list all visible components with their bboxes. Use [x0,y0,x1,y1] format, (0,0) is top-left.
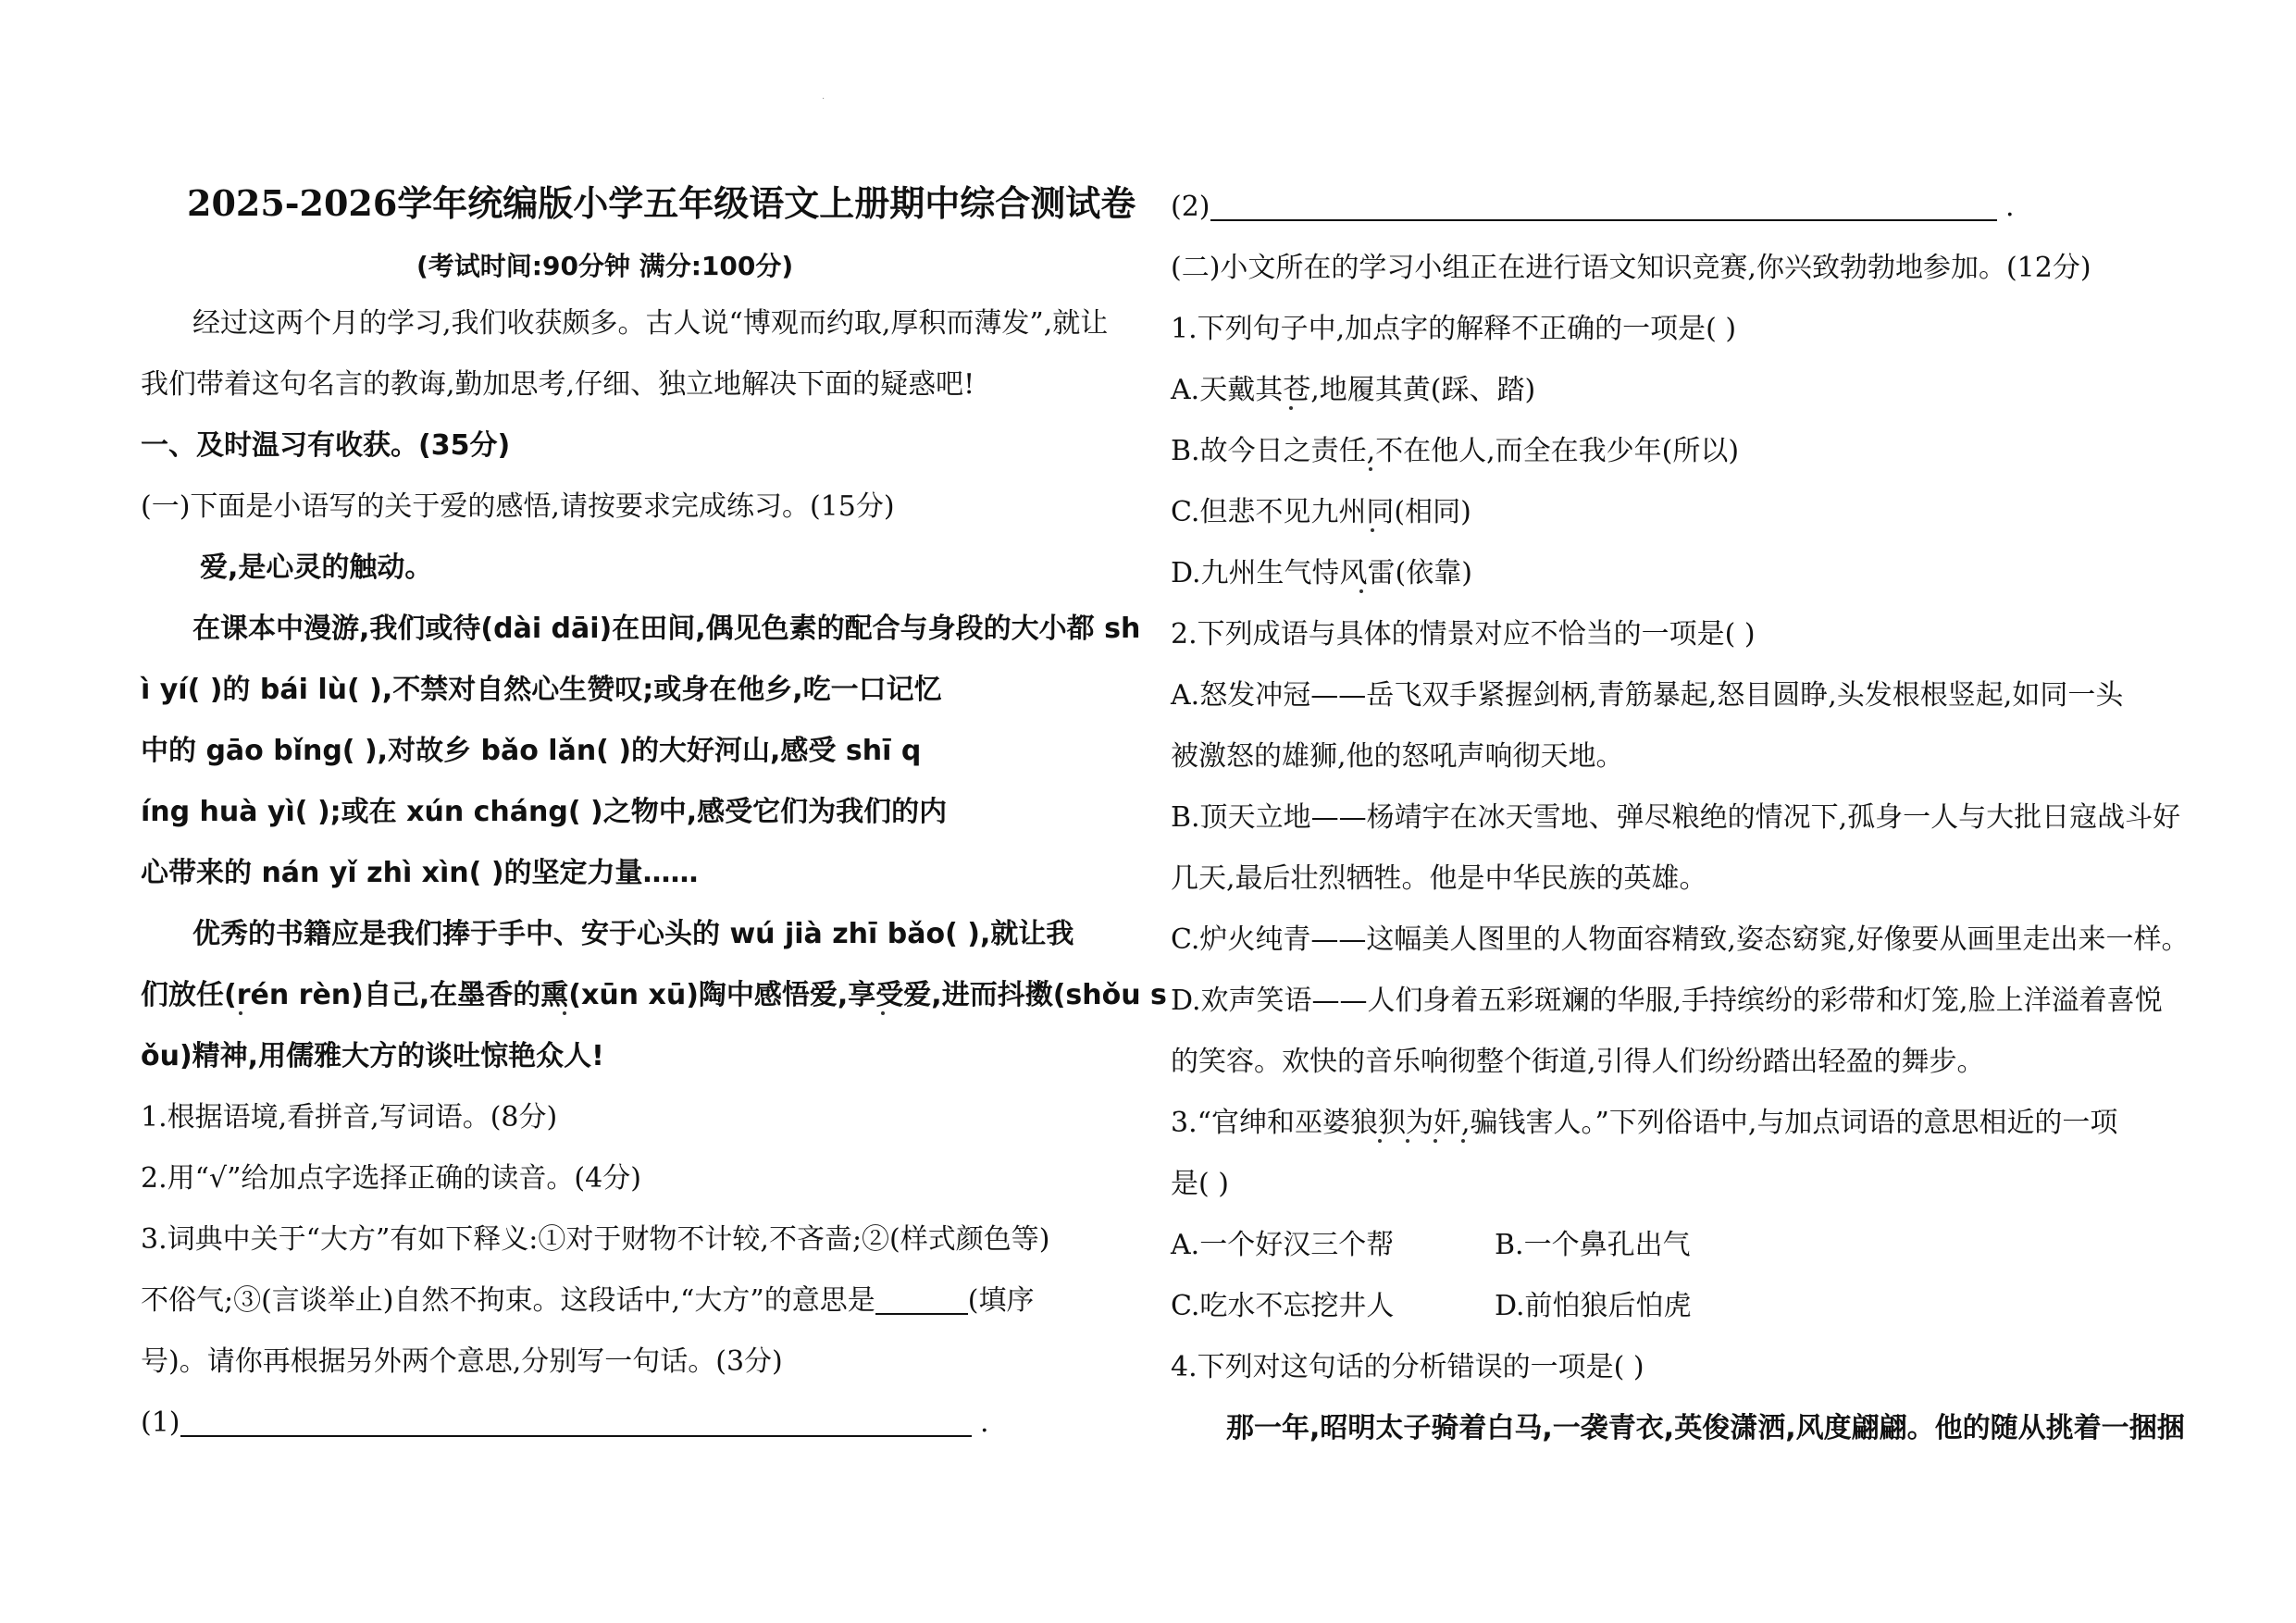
emphasis-dot [1433,1139,1437,1143]
question-3-text: (填序 [967,1284,1035,1317]
mc-option[interactable]: D.欢声笑语——人们身着五彩斑斓的华服,手持缤纷的彩带和灯笼,脸上洋溢着喜悦 [1171,985,2163,1017]
emphasis-dot [1289,406,1293,410]
mc-option[interactable]: C.炉火纯青——这幅美人图里的人物面容精致,姿态窈窕,好像要从画里走出来一样。 [1171,923,2190,956]
answer-end: . [980,1406,989,1439]
top-mark: · [822,94,825,105]
emphasis-dot [1406,1139,1409,1143]
exam-info: (考试时间:90分钟 满分:100分) [416,251,794,281]
answer-line-1 [141,1405,989,1442]
question-3-line [141,1282,1034,1319]
question-3: 3.词典中关于“大方”有如下释义:①对于财物不计较,不吝啬;②(样式颜色等) [141,1223,1050,1256]
mc-option[interactable]: C.吃水不忘挖井人 [1171,1290,1395,1322]
emphasis-dot [563,1011,566,1015]
answer-end: . [2005,191,2015,223]
part-heading: (一)下面是小语写的关于爱的感悟,请按要求完成练习。(15分) [141,490,895,523]
answer-line-2 [1171,189,2015,226]
fill-blank[interactable] [875,1283,968,1315]
passage-line: 那一年,昭明太子骑着白马,一袭青衣,英俊潇洒,风度翩翩。他的随从挑着一捆捆 [1226,1412,2185,1444]
mc-question-continued: 是( ) [1171,1168,1229,1200]
question-2: 2.用“√”给加点字选择正确的读音。(4分) [141,1162,641,1195]
answer-blank[interactable] [180,1406,972,1437]
passage-line: ǒu)精神,用儒雅大方的谈吐惊艳众人! [141,1040,604,1072]
emphasis-dot [1369,467,1372,471]
answer-label: (2) [1171,191,1210,223]
emphasis-dot [1359,589,1363,593]
mc-option[interactable]: A.怒发冲冠——岳飞双手紧握剑柄,青筋暴起,怒目圆睁,头发根根竖起,如同一头 [1171,679,2124,712]
page-title: 2025-2026学年统编版小学五年级语文上册期中综合测试卷 [187,182,1136,224]
passage-line: 在课本中漫游,我们或待(dài dāi)在田间,偶见色素的配合与身段的大小都 sh [192,613,1141,645]
emphasis-dot [1371,528,1374,532]
mc-question: 1.下列句子中,加点字的解释不正确的一项是( ) [1171,313,1737,345]
answer-blank[interactable] [1210,190,1997,221]
mc-question: 2.下列成语与具体的情景对应不恰当的一项是( ) [1171,618,1756,650]
section-heading: 一、及时温习有收获。(35分) [141,429,511,462]
mc-option[interactable]: B.顶天立地——杨靖宇在冰天雪地、弹尽粮绝的情况下,孤身一人与大批日寇战斗好 [1171,801,2181,834]
mc-option[interactable]: B.故今日之责任,不在他人,而全在我少年(所以) [1171,435,1740,467]
intro-line: 经过这两个月的学习,我们收获颇多。古人说“博观而约取,厚积而薄发”,就让 [192,307,1109,340]
emphasis-dot [881,1011,885,1015]
answer-label: (1) [141,1406,180,1439]
emphasis-dot [1378,1139,1382,1143]
passage-line: 心带来的 nán yǐ zhì xìn( )的坚定力量…… [141,857,699,889]
mc-option[interactable]: A.一个好汉三个帮 [1171,1229,1395,1261]
mc-question: 4.下列对这句话的分析错误的一项是( ) [1171,1351,1644,1383]
question-1: 1.根据语境,看拼音,写词语。(8分) [141,1101,558,1134]
part-heading: (二)小文所在的学习小组正在进行语文知识竞赛,你兴致勃勃地参加。(12分) [1171,252,2091,284]
emphasis-dot [239,1011,242,1015]
passage-line: 们放任(rén rèn)自己,在墨香的熏(xūn xū)陶中感悟爱,享受爱,进而抖擞(shǒu s [141,979,1167,1011]
passage-line: 优秀的书籍应是我们捧于手中、安于心头的 wú jià zhī bǎo( ),就让我 [192,918,1074,950]
passage-line: íng huà yì( );或在 xún cháng( )之物中,感受它们为我们的内 [141,796,948,828]
mc-option[interactable]: B.一个鼻孔出气 [1495,1229,1691,1261]
mc-option-continued: 几天,最后壮烈牺牲。他是中华民族的英雄。 [1171,862,1707,895]
mc-option[interactable]: C.但悲不见九州同(相同) [1171,496,1471,528]
passage-line: ì yí( )的 bái lù( ),不禁对自然心生赞叹;或身在他乡,吃一口记忆 [141,674,942,706]
mc-option-continued: 被激怒的雄狮,他的怒吼声响彻天地。 [1171,740,1624,773]
mc-question: 3.“官绅和巫婆狼狈为奸,骗钱害人。”下列俗语中,与加点词语的意思相近的一项 [1171,1107,2118,1139]
mc-option[interactable]: D.九州生气恃风雷(依靠) [1171,557,1472,589]
mc-option-continued: 的笑容。欢快的音乐响彻整个街道,引得人们纷纷踏出轻盈的舞步。 [1171,1046,1985,1078]
mc-option[interactable]: D.前怕狼后怕虎 [1495,1290,1692,1322]
intro-line: 我们带着这句名言的教诲,勤加思考,仔细、独立地解决下面的疑惑吧! [141,368,975,401]
passage-line: 中的 gāo bǐng( ),对故乡 bǎo lǎn( )的大好河山,感受 shī q [141,735,922,767]
passage-line: 爱,是心灵的触动。 [200,551,433,584]
mc-option[interactable]: A.天戴其苍,地履其黄(踩、踏) [1171,374,1536,406]
emphasis-dot [1461,1139,1465,1143]
question-3-line: 号)。请你再根据另外两个意思,分别写一句话。(3分) [141,1345,783,1378]
question-3-text: 不俗气;③(言谈举止)自然不拘束。这段话中,“大方”的意思是 [141,1284,875,1317]
